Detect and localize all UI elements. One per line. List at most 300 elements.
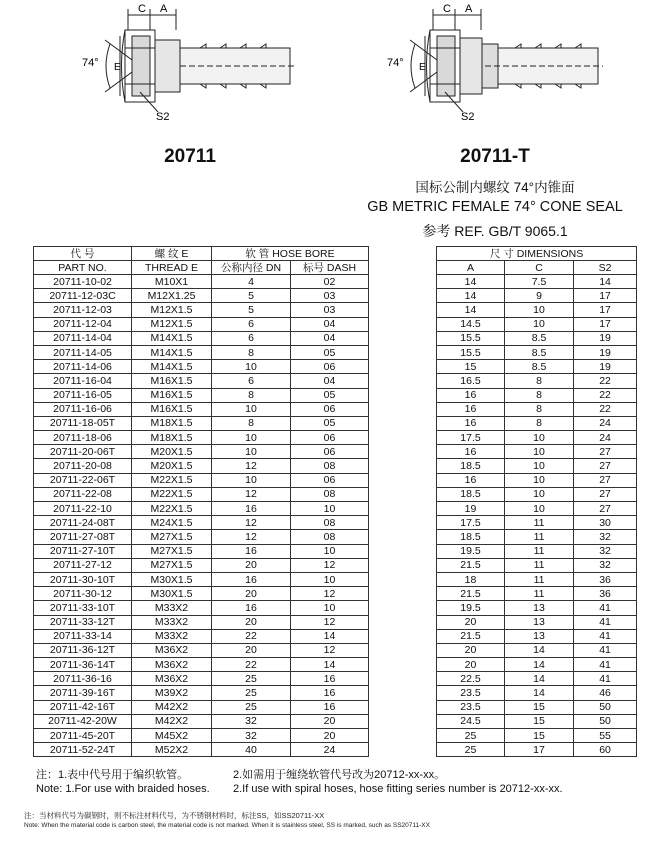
cell-thread: M27X1.5: [132, 558, 212, 572]
cell-thread: M16X1.5: [132, 388, 212, 402]
table-row: [34, 416, 637, 430]
cell-s2: 32: [574, 558, 637, 572]
note-en-2: 2.If use with spiral hoses, hose fitting series number is 20712-xx-xx.: [233, 783, 563, 795]
cell-s2: 30: [574, 516, 637, 530]
cell-c: 10: [505, 303, 574, 317]
cell-part-no: 20711-12-03: [34, 303, 132, 317]
cell-s2: 46: [574, 686, 637, 700]
cell-dn: 25: [212, 700, 291, 714]
cell-dn: 8: [212, 416, 291, 430]
cell-c: 11: [505, 572, 574, 586]
cell-a: 14: [437, 275, 505, 289]
cell-thread: M16X1.5: [132, 374, 212, 388]
cell-c: 15: [505, 714, 574, 728]
cell-s2: 19: [574, 345, 637, 359]
table-gap: [369, 317, 437, 331]
cell-a: 21.5: [437, 587, 505, 601]
cell-dn: 12: [212, 459, 291, 473]
table-row: [34, 700, 637, 714]
model-number-left: 20711: [164, 146, 216, 167]
cell-part-no: 20711-22-10: [34, 502, 132, 516]
dim-c-label: C: [443, 3, 451, 15]
cell-part-no: 20711-33-10T: [34, 601, 132, 615]
cell-part-no: 20711-52-24T: [34, 743, 132, 757]
cell-c: 10: [505, 445, 574, 459]
table-gap: [369, 629, 437, 643]
table-gap: [369, 700, 437, 714]
cell-c: 11: [505, 544, 574, 558]
spec-table: [33, 246, 637, 757]
cell-thread: M33X2: [132, 629, 212, 643]
cell-thread: M42X2: [132, 714, 212, 728]
cell-s2: 22: [574, 388, 637, 402]
cell-dash: 12: [291, 615, 369, 629]
cell-s2: 41: [574, 672, 637, 686]
table-row: [34, 303, 637, 317]
cell-thread: M20X1.5: [132, 459, 212, 473]
table-gap: [369, 360, 437, 374]
table-gap: [369, 743, 437, 757]
cell-c: 15: [505, 729, 574, 743]
table-row: [34, 345, 637, 359]
cell-dash: 04: [291, 331, 369, 345]
cell-c: 17: [505, 743, 574, 757]
dim-a-label: A: [465, 3, 473, 15]
header-part-en: PART NO.: [34, 261, 132, 275]
table-row: [34, 658, 637, 672]
cell-dn: 40: [212, 743, 291, 757]
header-thread-en: THREAD E: [132, 261, 212, 275]
table-gap: [369, 261, 437, 275]
table-gap: [369, 289, 437, 303]
table-row: [34, 431, 637, 445]
cell-thread: M14X1.5: [132, 345, 212, 359]
cell-a: 23.5: [437, 686, 505, 700]
cell-thread: M33X2: [132, 615, 212, 629]
cell-c: 11: [505, 587, 574, 601]
cell-part-no: 20711-20-06T: [34, 445, 132, 459]
cell-part-no: 20711-24-08T: [34, 516, 132, 530]
cell-c: 10: [505, 473, 574, 487]
cell-a: 20: [437, 615, 505, 629]
footnote-en: Note: When the material code is carbon steel, the material code is not marked. When it is stainless steel, SS is marked, such as SS20711-XX: [24, 822, 430, 829]
notes: [33, 768, 636, 796]
cell-c: 7.5: [505, 275, 574, 289]
cell-dash: 10: [291, 502, 369, 516]
cell-a: 15.5: [437, 331, 505, 345]
cell-dash: 05: [291, 388, 369, 402]
cell-dash: 06: [291, 445, 369, 459]
cell-part-no: 20711-16-04: [34, 374, 132, 388]
cell-part-no: 20711-30-10T: [34, 572, 132, 586]
cell-dn: 16: [212, 572, 291, 586]
cell-part-no: 20711-18-05T: [34, 416, 132, 430]
cell-dash: 08: [291, 459, 369, 473]
cell-s2: 32: [574, 544, 637, 558]
cell-dash: 16: [291, 700, 369, 714]
cell-dash: 06: [291, 431, 369, 445]
dim-a-label: A: [160, 3, 168, 15]
cell-thread: M27X1.5: [132, 544, 212, 558]
cell-part-no: 20711-33-12T: [34, 615, 132, 629]
dim-e-label: E: [114, 62, 121, 73]
cell-s2: 36: [574, 572, 637, 586]
cell-part-no: 20711-16-05: [34, 388, 132, 402]
header-a: A: [437, 261, 505, 275]
cell-dash: 05: [291, 416, 369, 430]
table-gap: [369, 331, 437, 345]
cell-dash: 06: [291, 360, 369, 374]
cell-dn: 6: [212, 374, 291, 388]
table-row: [34, 714, 637, 728]
cell-s2: 41: [574, 658, 637, 672]
cell-dn: 6: [212, 331, 291, 345]
cell-s2: 17: [574, 303, 637, 317]
cell-dash: 14: [291, 629, 369, 643]
cell-part-no: 20711-27-12: [34, 558, 132, 572]
table-gap: [369, 686, 437, 700]
table-row: [34, 643, 637, 657]
cell-c: 8: [505, 388, 574, 402]
subtitle-cn: 国标公制内螺纹 74°内锥面: [415, 180, 575, 195]
cell-dash: 10: [291, 572, 369, 586]
cell-thread: M14X1.5: [132, 331, 212, 345]
cell-dn: 22: [212, 658, 291, 672]
dim-s2-label: S2: [461, 111, 475, 123]
cell-part-no: 20711-27-10T: [34, 544, 132, 558]
cell-dn: 6: [212, 317, 291, 331]
table-row: [34, 530, 637, 544]
cell-a: 20: [437, 643, 505, 657]
header-part-cn: 代 号: [34, 247, 132, 261]
cell-dash: 05: [291, 345, 369, 359]
cell-part-no: 20711-39-16T: [34, 686, 132, 700]
table-gap: [369, 345, 437, 359]
cell-dash: 20: [291, 729, 369, 743]
cell-a: 23.5: [437, 700, 505, 714]
cell-thread: M10X1: [132, 275, 212, 289]
model-number-right: 20711-T: [460, 146, 530, 167]
cell-thread: M18X1.5: [132, 431, 212, 445]
cell-dn: 16: [212, 502, 291, 516]
cell-a: 15: [437, 360, 505, 374]
angle-label: 74°: [387, 57, 404, 69]
cell-part-no: 20711-33-14: [34, 629, 132, 643]
cell-thread: M27X1.5: [132, 530, 212, 544]
cell-dn: 20: [212, 587, 291, 601]
cell-s2: 17: [574, 317, 637, 331]
header-s2: S2: [574, 261, 637, 275]
table-row: [34, 615, 637, 629]
cell-dn: 22: [212, 629, 291, 643]
note-en-1: Note: 1.For use with braided hoses.: [36, 783, 210, 795]
cell-dn: 10: [212, 360, 291, 374]
table-gap: [369, 487, 437, 501]
table-row: [34, 544, 637, 558]
cell-c: 8.5: [505, 331, 574, 345]
cell-thread: M22X1.5: [132, 473, 212, 487]
cell-s2: 41: [574, 643, 637, 657]
cell-c: 10: [505, 502, 574, 516]
table-gap: [369, 558, 437, 572]
cell-s2: 22: [574, 374, 637, 388]
cell-c: 11: [505, 558, 574, 572]
cell-a: 15.5: [437, 345, 505, 359]
cell-s2: 14: [574, 275, 637, 289]
cell-a: 16: [437, 402, 505, 416]
table-gap: [369, 672, 437, 686]
table-row: [34, 473, 637, 487]
cell-c: 13: [505, 615, 574, 629]
cell-thread: M22X1.5: [132, 487, 212, 501]
cell-s2: 27: [574, 473, 637, 487]
cell-part-no: 20711-14-06: [34, 360, 132, 374]
note-cn-1: 注：1.表中代号用于编织软管。: [36, 769, 189, 781]
table-gap: [369, 587, 437, 601]
header-dn: 公称内径 DN: [212, 261, 291, 275]
cell-thread: M12X1.5: [132, 317, 212, 331]
table-gap: [369, 601, 437, 615]
cell-c: 8.5: [505, 345, 574, 359]
cell-dn: 10: [212, 402, 291, 416]
cell-dn: 25: [212, 672, 291, 686]
cell-part-no: 20711-14-04: [34, 331, 132, 345]
cell-dash: 10: [291, 601, 369, 615]
table-row: [34, 374, 637, 388]
table-row: [34, 558, 637, 572]
cell-s2: 22: [574, 402, 637, 416]
cell-thread: M12X1.5: [132, 303, 212, 317]
cell-s2: 19: [574, 331, 637, 345]
cell-dash: 08: [291, 487, 369, 501]
cell-c: 15: [505, 700, 574, 714]
cell-c: 13: [505, 601, 574, 615]
cell-thread: M18X1.5: [132, 416, 212, 430]
cell-part-no: 20711-12-04: [34, 317, 132, 331]
table-gap: [369, 247, 437, 261]
cell-a: 19: [437, 502, 505, 516]
cell-dn: 20: [212, 558, 291, 572]
cell-a: 19.5: [437, 544, 505, 558]
cell-s2: 17: [574, 289, 637, 303]
cell-a: 16.5: [437, 374, 505, 388]
cell-part-no: 20711-16-06: [34, 402, 132, 416]
header-dash: 标号 DASH: [291, 261, 369, 275]
cell-dash: 08: [291, 530, 369, 544]
cell-a: 16: [437, 388, 505, 402]
cell-dn: 16: [212, 544, 291, 558]
cell-a: 17.5: [437, 431, 505, 445]
table-row: [34, 331, 637, 345]
cell-s2: 27: [574, 445, 637, 459]
cell-dash: 24: [291, 743, 369, 757]
cell-part-no: 20711-45-20T: [34, 729, 132, 743]
cell-a: 16: [437, 473, 505, 487]
cell-dn: 4: [212, 275, 291, 289]
table-row: [34, 402, 637, 416]
cell-dn: 12: [212, 487, 291, 501]
cell-part-no: 20711-10-02: [34, 275, 132, 289]
table-gap: [369, 714, 437, 728]
cell-c: 10: [505, 317, 574, 331]
cell-part-no: 20711-18-06: [34, 431, 132, 445]
cell-thread: M45X2: [132, 729, 212, 743]
cell-dash: 12: [291, 558, 369, 572]
cell-dn: 5: [212, 303, 291, 317]
cell-part-no: 20711-36-16: [34, 672, 132, 686]
cell-s2: 19: [574, 360, 637, 374]
cell-a: 18.5: [437, 530, 505, 544]
table-gap: [369, 416, 437, 430]
cell-s2: 24: [574, 431, 637, 445]
cell-s2: 50: [574, 700, 637, 714]
cell-s2: 32: [574, 530, 637, 544]
cell-dash: 20: [291, 714, 369, 728]
table-gap: [369, 658, 437, 672]
cell-dash: 12: [291, 643, 369, 657]
cell-a: 17.5: [437, 516, 505, 530]
table-gap: [369, 275, 437, 289]
dim-e-label: E: [419, 62, 426, 73]
cell-dn: 20: [212, 615, 291, 629]
table-gap: [369, 729, 437, 743]
cell-part-no: 20711-14-05: [34, 345, 132, 359]
cell-dn: 8: [212, 345, 291, 359]
subtitle-ref: 参考 REF. GB/T 9065.1: [422, 223, 568, 239]
cell-c: 8.5: [505, 360, 574, 374]
cell-c: 10: [505, 487, 574, 501]
table-row: [34, 587, 637, 601]
cell-part-no: 20711-30-12: [34, 587, 132, 601]
cell-thread: M12X1.25: [132, 289, 212, 303]
cell-dash: 10: [291, 544, 369, 558]
cell-part-no: 20711-22-06T: [34, 473, 132, 487]
cell-c: 11: [505, 530, 574, 544]
cell-a: 25: [437, 743, 505, 757]
table-gap: [369, 473, 437, 487]
table-gap: [369, 643, 437, 657]
table-gap: [369, 502, 437, 516]
cell-dash: 03: [291, 303, 369, 317]
table-row: [34, 672, 637, 686]
cell-dash: 03: [291, 289, 369, 303]
cell-part-no: 20711-27-08T: [34, 530, 132, 544]
cell-part-no: 20711-42-20W: [34, 714, 132, 728]
cell-s2: 41: [574, 629, 637, 643]
table-gap: [369, 459, 437, 473]
cell-c: 8: [505, 374, 574, 388]
cell-dn: 10: [212, 431, 291, 445]
cell-dash: 08: [291, 516, 369, 530]
cell-dn: 20: [212, 643, 291, 657]
cell-dash: 04: [291, 374, 369, 388]
cell-dash: 06: [291, 473, 369, 487]
cell-part-no: 20711-12-03C: [34, 289, 132, 303]
table-row: [34, 572, 637, 586]
cell-dn: 10: [212, 473, 291, 487]
cell-thread: M52X2: [132, 743, 212, 757]
cell-part-no: 20711-20-08: [34, 459, 132, 473]
cell-thread: M22X1.5: [132, 502, 212, 516]
cell-dash: 16: [291, 686, 369, 700]
cell-part-no: 20711-36-12T: [34, 643, 132, 657]
cell-dn: 25: [212, 686, 291, 700]
cell-dash: 14: [291, 658, 369, 672]
cell-thread: M20X1.5: [132, 445, 212, 459]
cell-thread: M30X1.5: [132, 572, 212, 586]
cell-c: 11: [505, 516, 574, 530]
cell-dash: 12: [291, 587, 369, 601]
table-row: [34, 317, 637, 331]
cell-dn: 16: [212, 601, 291, 615]
cell-s2: 41: [574, 615, 637, 629]
cell-c: 14: [505, 643, 574, 657]
dim-s2-label: S2: [156, 111, 170, 123]
table-gap: [369, 516, 437, 530]
cell-dn: 32: [212, 729, 291, 743]
table-gap: [369, 530, 437, 544]
table-gap: [369, 303, 437, 317]
cell-part-no: 20711-42-16T: [34, 700, 132, 714]
cell-dn: 5: [212, 289, 291, 303]
header-c: C: [505, 261, 574, 275]
cell-c: 13: [505, 629, 574, 643]
cell-dash: 06: [291, 402, 369, 416]
table-row: [34, 502, 637, 516]
cell-dn: 32: [212, 714, 291, 728]
cell-a: 24.5: [437, 714, 505, 728]
header-hose-bore: 软 管 HOSE BORE: [212, 247, 369, 261]
cell-a: 18.5: [437, 487, 505, 501]
cell-dn: 8: [212, 388, 291, 402]
table-gap: [369, 431, 437, 445]
cell-s2: 50: [574, 714, 637, 728]
cell-dn: 12: [212, 530, 291, 544]
cell-s2: 27: [574, 459, 637, 473]
cell-thread: M36X2: [132, 643, 212, 657]
angle-label: 74°: [82, 57, 99, 69]
cell-a: 14: [437, 289, 505, 303]
note-cn-2: 2.如需用于缠绕软管代号改为20712-xx-xx。: [233, 769, 446, 781]
cell-dash: 02: [291, 275, 369, 289]
table-gap: [369, 402, 437, 416]
cell-a: 14.5: [437, 317, 505, 331]
table-gap: [369, 445, 437, 459]
table-gap: [369, 615, 437, 629]
cell-thread: M39X2: [132, 686, 212, 700]
cell-c: 14: [505, 658, 574, 672]
cell-c: 8: [505, 416, 574, 430]
cell-s2: 24: [574, 416, 637, 430]
subtitle-en: GB METRIC FEMALE 74° CONE SEAL: [367, 199, 623, 215]
cell-dash: 04: [291, 317, 369, 331]
cell-dn: 12: [212, 516, 291, 530]
table-row: [34, 743, 637, 757]
table-gap: [369, 388, 437, 402]
cell-s2: 27: [574, 502, 637, 516]
cell-thread: M42X2: [132, 700, 212, 714]
cell-a: 21.5: [437, 558, 505, 572]
cell-thread: M36X2: [132, 658, 212, 672]
cell-thread: M36X2: [132, 672, 212, 686]
footnote-cn: 注：当材料代号为碳钢时，则不标注材料代号，为不锈钢材料时，标注SS，如SS20711-XX: [24, 811, 325, 820]
cell-thread: M24X1.5: [132, 516, 212, 530]
cell-part-no: 20711-36-14T: [34, 658, 132, 672]
cell-c: 10: [505, 431, 574, 445]
table-row: [34, 686, 637, 700]
cell-c: 8: [505, 402, 574, 416]
cell-c: 14: [505, 686, 574, 700]
